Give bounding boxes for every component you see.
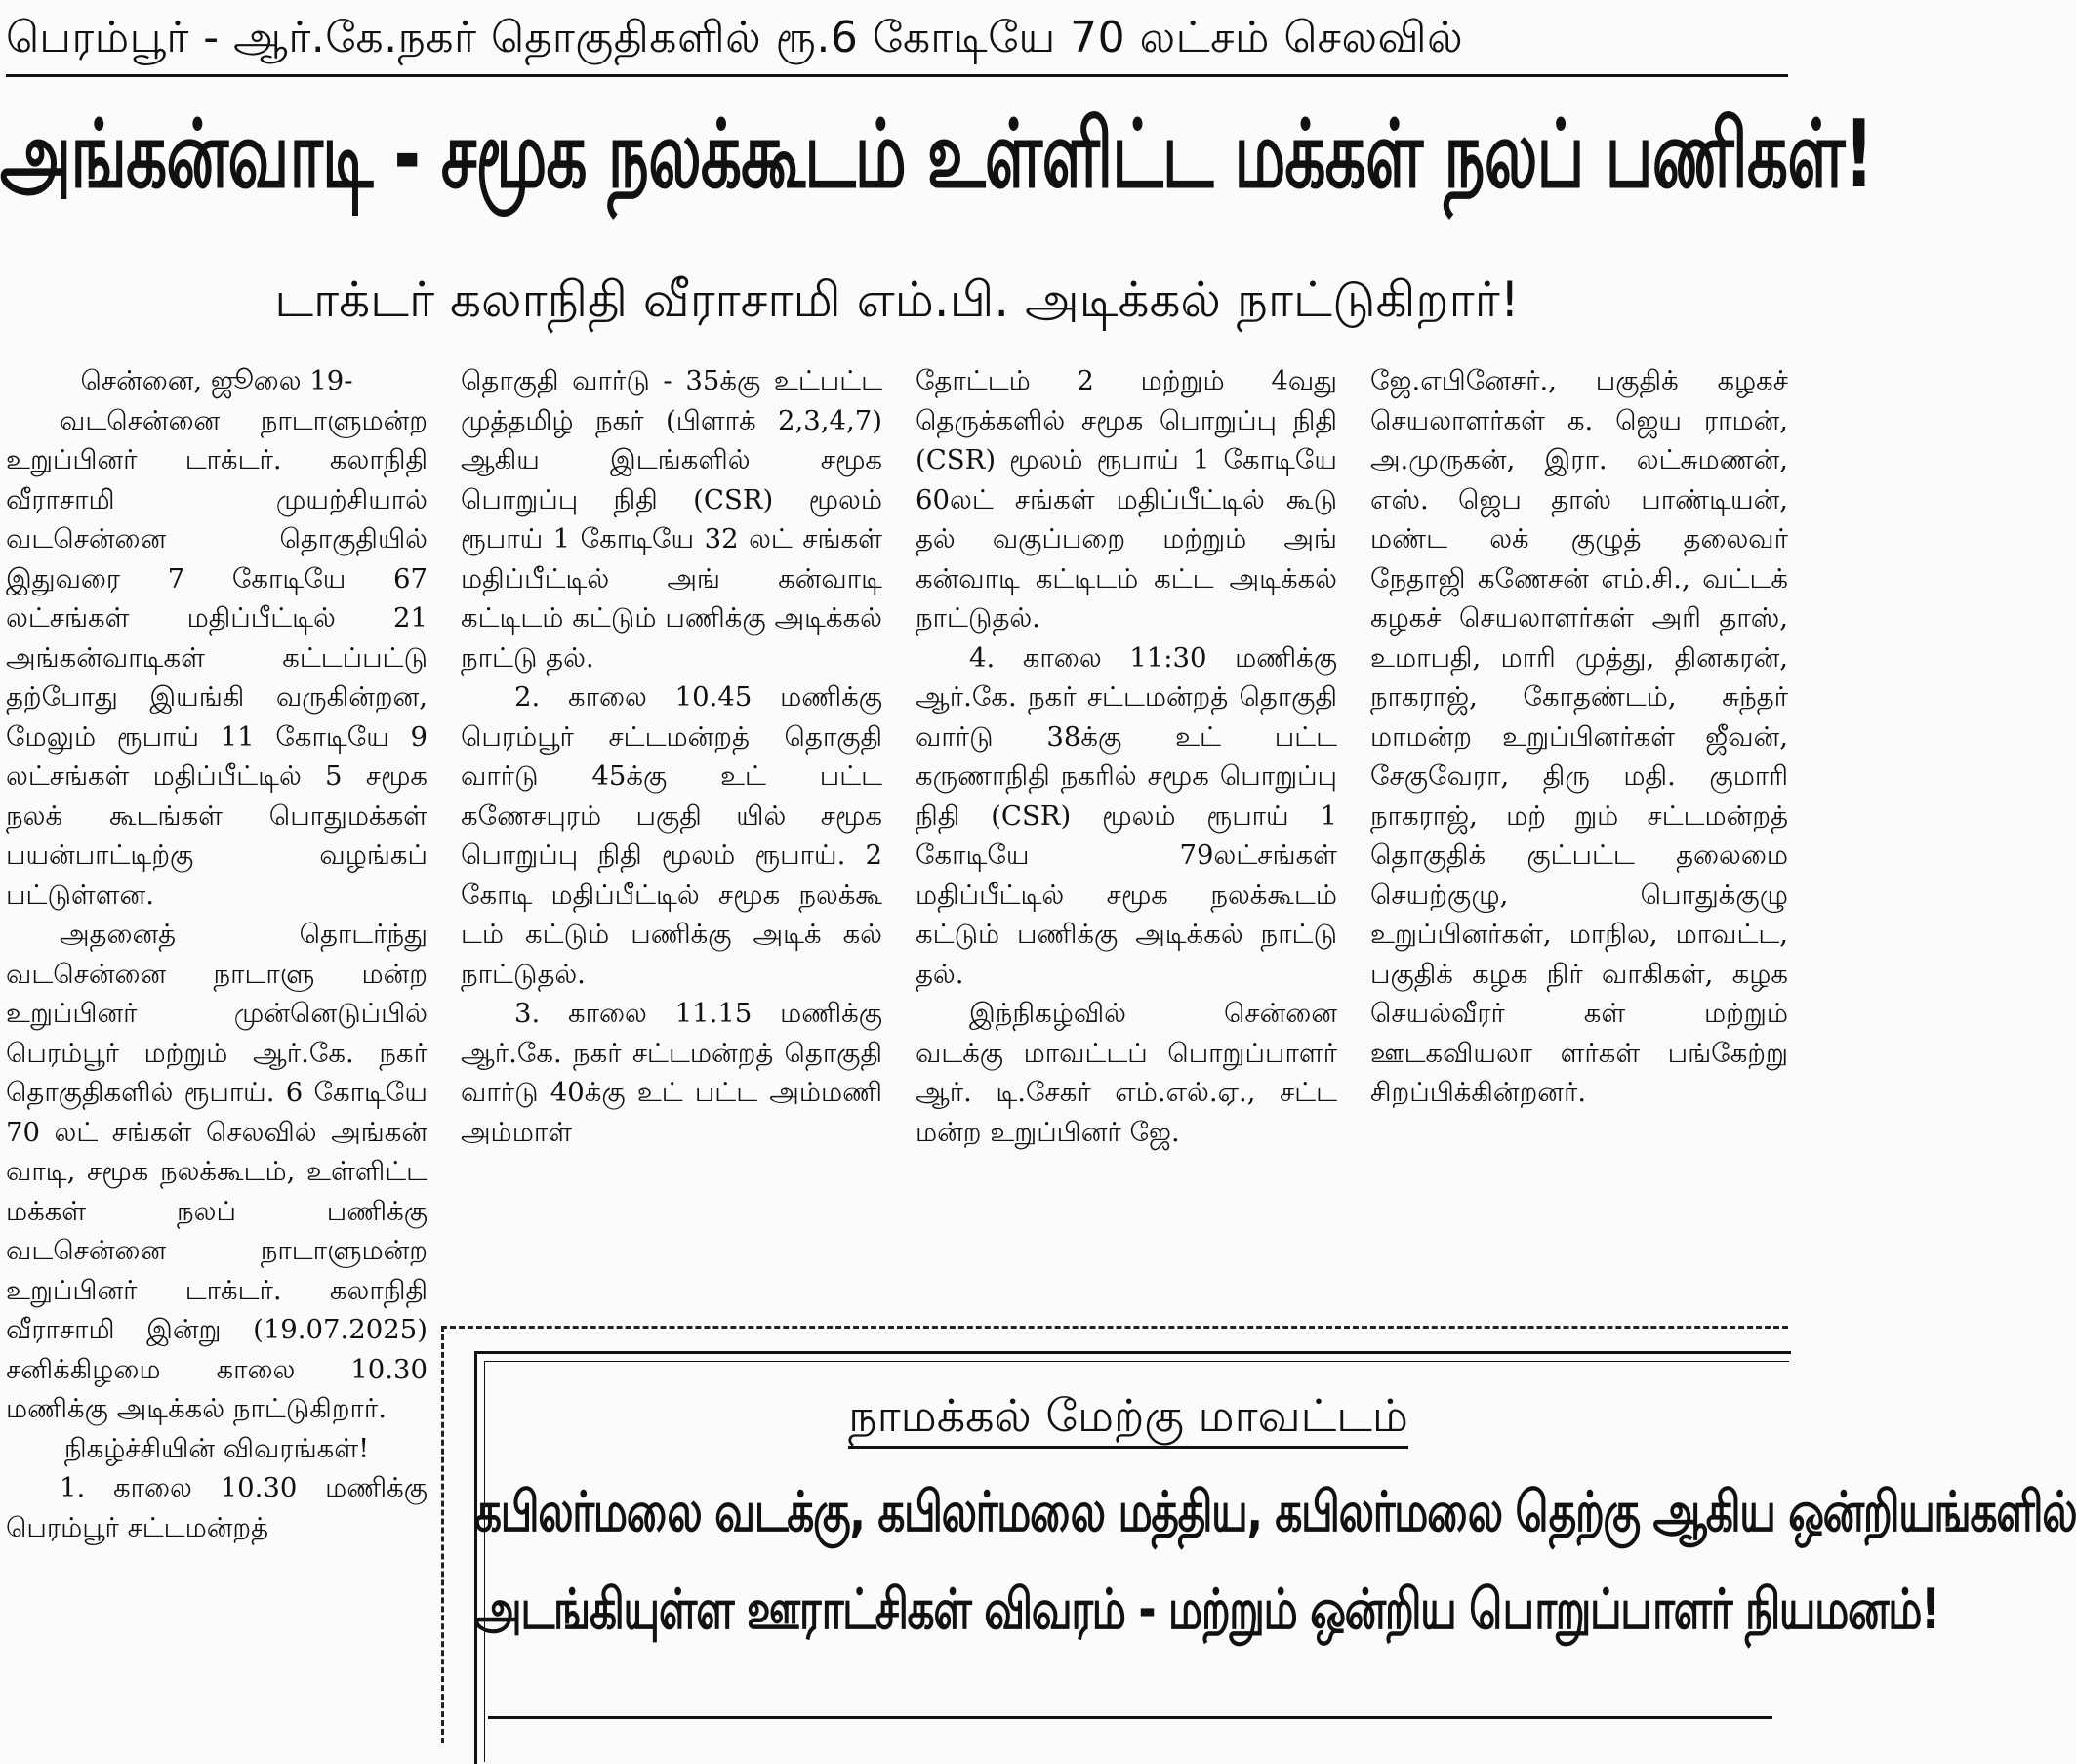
paragraph: தோட்டம் 2 மற்றும் 4வது தெருக்களில் சமூக பொறுப்பு நிதி (CSR) மூலம் ரூபாய் 1 கோடியே 60லட் சங்கள் மதிப்பீட்டில் கூடு தல் வகுப்பறை மற்றும் அங் கன்வாடி கட்டிடம் கட்ட அடிக்கல் நாட்டுதல். bbox=[916, 365, 1337, 634]
paragraph: 4. காலை 11:30 மணிக்கு ஆர்.கே. நகர் சட்டமன்றத் தொகுதி வார்டு 38க்கு உட் பட்ட கருணாநிதி நகரில் சமூக பொறுப்பு நிதி (CSR) மூலம் ரூபாய் 1 கோடியே 79லட்சங்கள் மதிப்பீட்டில் சமூக நலக்கூடம் கட்டும் பணிக்கு அடிக்கல் நாட்டு தல். bbox=[916, 641, 1337, 990]
dashed-border-top bbox=[441, 1326, 1788, 1329]
announcement-title bbox=[474, 1386, 1782, 1445]
article-column-3 bbox=[916, 361, 1337, 1318]
paragraph: ஜே.எபினேசர்., பகுதிக் கழகச் செயலாளர்கள் க. ஜெய ராமன், அ.முருகன், இரா. லட்சுமணன், எஸ். ஜெப தாஸ் பாண்டியன், மண்ட லக் குழுத் தலைவர் நேதாஜி கணேசன் எம்.சி., வட்டக் கழகச் செயலாளர்கள் அரி தாஸ், உமாபதி, மாரி முத்து, தினகரன், நாகராஜ், கோதண்டம், சுந்தர் மாமன்ற உறுப்பினர்கள் ஜீவன், சேகுவேரா, திரு மதி. குமாரி நாகராஜ், மற் றும் சட்டமன்றத் தொகுதிக் குட்பட்ட தலைமை செயற்குழு, பொதுக்குழு உறுப்பினர்கள், மாநில, மாவட்ட, பகுதிக் கழக நிர் வாகிகள், கழக செயல்வீரர் கள் மற்றும் ஊடகவியலா ளர்கள் பங்கேற்று சிறப்பிக்கின்றனர். bbox=[1370, 365, 1788, 1108]
paragraph: இந்நிகழ்வில் சென்னை வடக்கு மாவட்டப் பொறுப்பாளர் ஆர். டி.சேகர் எம்.எல்.ஏ., சட்ட மன்ற உறுப்பினர் ஜே. bbox=[916, 998, 1337, 1148]
paragraph: அதனைத் தொடர்ந்து வடசென்னை நாடாளு மன்ற உறுப்பினர் முன்னெடுப்பில் பெரம்பூர் மற்றும் ஆர்.கே. நகர் தொகுதிகளில் ரூபாய். 6 கோடியே 70 லட் சங்கள் செலவில் அங்கன் வாடி, சமூக நலக்கூடம், உள்ளிட்ட மக்கள் நலப் பணிக்கு வடசென்னை நாடாளுமன்ற உறுப்பினர் டாக்டர். கலாநிதி வீராசாமி இன்று (19.07.2025) சனிக்கிழமை காலை 10.30 மணிக்கு அடிக்கல் நாட்டுகிறார். bbox=[6, 919, 427, 1424]
dashed-border-left bbox=[441, 1326, 444, 1743]
main-headline: அங்கன்வாடி - சமூக நலக்கூடம் உள்ளிட்ட மக்கள் நலப் பணிகள்! bbox=[0, 100, 1873, 210]
announcement-title-text: நாமக்கல் மேற்கு மாவட்டம் bbox=[848, 1389, 1408, 1449]
paragraph: தொகுதி வார்டு - 35க்கு உட்பட்ட முத்தமிழ் நகர் (பிளாக் 2,3,4,7) ஆகிய இடங்களில் சமூக பொறுப்பு நிதி (CSR) மூலம் ரூபாய் 1 கோடியே 32 லட் சங்கள் மதிப்பீட்டில் அங் கன்வாடி கட்டிடம் கட்டும் பணிக்கு அடிக்கல் நாட்டு தல். bbox=[461, 365, 882, 674]
article-column-2 bbox=[461, 361, 882, 1318]
kicker-headline: பெரம்பூர் - ஆர்.கே.நகர் தொகுதிகளில் ரூ.6 கோடியே 70 லட்சம் செலவில் bbox=[6, 13, 1464, 62]
article-column-4 bbox=[1370, 361, 1788, 1318]
article-column-1 bbox=[6, 361, 427, 1743]
paragraph: வடசென்னை நாடாளுமன்ற உறுப்பினர் டாக்டர். கலாநிதி வீராசாமி முயற்சியால் வடசென்னை தொகுதியில் இதுவரை 7 கோடியே 67 லட்சங்கள் மதிப்பீட்டில் 21 அங்கன்வாடிகள் கட்டப்பட்டு தற்போது இயங்கி வருகின்றன, மேலும் ரூபாய் 11 கோடியே 9 லட்சங்கள் மதிப்பீட்டில் 5 சமூக நலக் கூடங்கள் பொதுமக்கள் பயன்பாட்டிற்கு வழங்கப் பட்டுள்ளன. bbox=[6, 404, 427, 911]
announcement-line-1: கபிலர்மலை வடக்கு, கபிலர்மலை மத்திய, கபிலர்மலை தெற்கு ஆகிய ஒன்றியங்களில் bbox=[474, 1480, 2076, 1545]
section-heading: நிகழ்ச்சியின் விவரங்கள்! bbox=[63, 1432, 370, 1464]
paragraph: 2. காலை 10.45 மணிக்கு பெரம்பூர் சட்டமன்றத் தொகுதி வார்டு 45க்கு உட் பட்ட கணேசபுரம் பகுதி யில் சமூக பொறுப்பு நிதி மூலம் ரூபாய். 2 கோடி மதிப்பீட்டில் சமூக நலக்கூ டம் கட்டும் பணிக்கு அடிக் கல் நாட்டுதல். bbox=[461, 681, 882, 990]
dateline: சென்னை, ஜூலை 19- bbox=[80, 365, 353, 396]
subheadline: டாக்டர் கலாநிதி வீராசாமி எம்.பி. அடிக்கல் நாட்டுகிறார்! bbox=[274, 271, 1520, 328]
announcement-rule bbox=[488, 1716, 1772, 1719]
announcement-line-2: அடங்கியுள்ள ஊராட்சிகள் விவரம் - மற்றும் ஒன்றிய பொறுப்பாளர் நியமனம்! bbox=[474, 1578, 1939, 1643]
paragraph: 3. காலை 11.15 மணிக்கு ஆர்.கே. நகர் சட்டமன்றத் தொகுதி வார்டு 40க்கு உட் பட்ட அம்மணி அம்மாள் bbox=[461, 998, 882, 1148]
paragraph: 1. காலை 10.30 மணிக்கு பெரம்பூர் சட்டமன்றத் bbox=[6, 1472, 427, 1543]
